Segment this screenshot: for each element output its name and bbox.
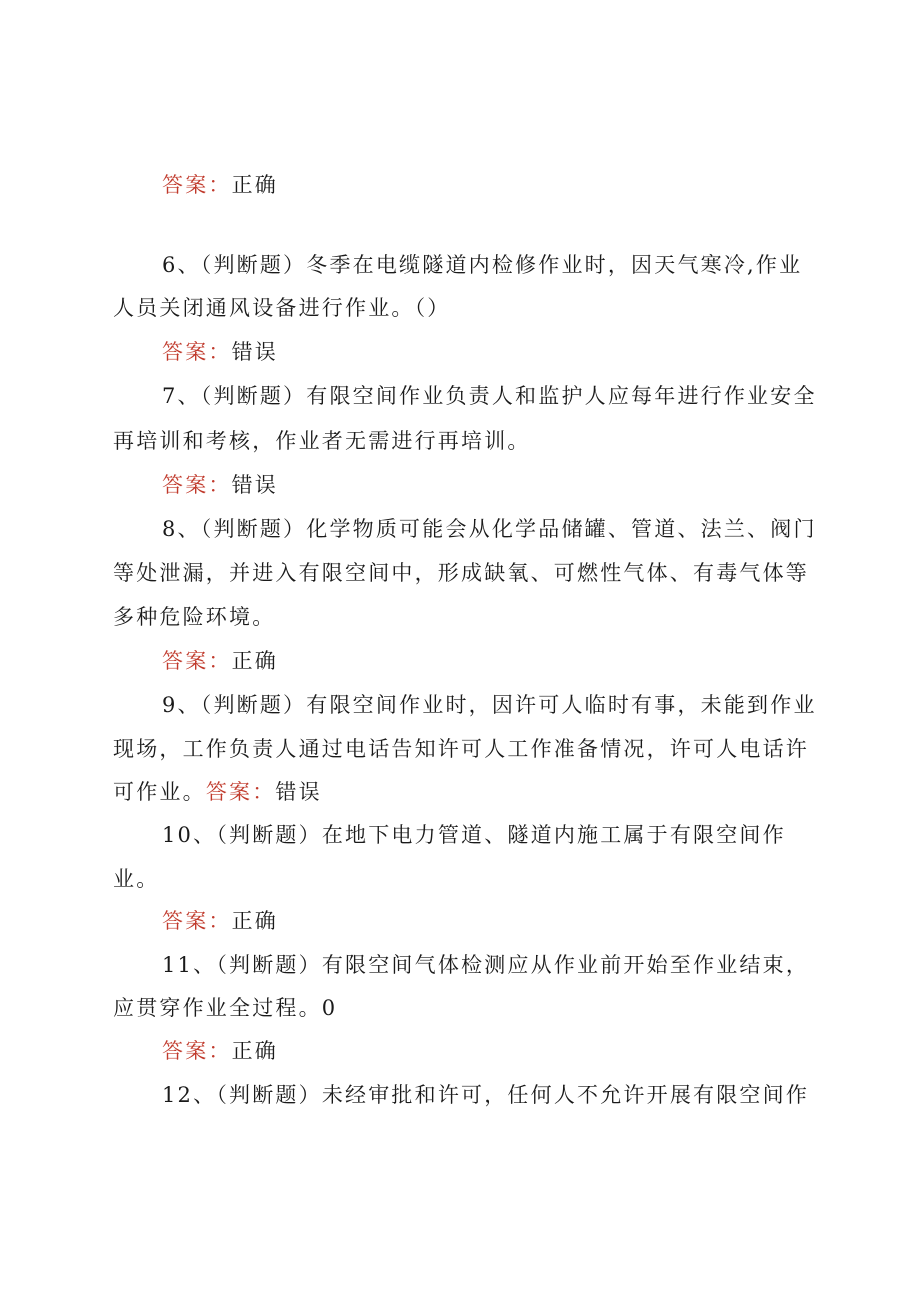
answer-value: 错误 [275,780,322,804]
question-6-line-1: 6、（判断题）冬季在电缆隧道内检修作业时，因天气寒冷,作业 [162,253,803,277]
question-9-line-3 [113,777,833,807]
answer-label: 答案： [162,649,232,673]
question-8-line-3: 多种危险环境。 [113,605,276,629]
answer-value: 错误 [231,340,279,364]
question-10-line-2: 业。 [113,867,160,891]
question-6-line-2: 人员关闭通风设备进行作业。（） [113,296,451,320]
question-11-line-1: 11、（判断题）有限空间气体检测应从作业前开始至作业结束， [162,953,810,977]
answer-label: 答案： [162,473,232,497]
question-9-line-2: 现场，工作负责人通过电话告知许可人工作准备情况，许可人电话许 [113,737,809,761]
answer-value: 错误 [231,473,279,497]
answer-line [162,470,882,500]
answer-value: 正确 [231,909,279,933]
question-8-line-2: 等处泄漏，并进入有限空间中，形成缺氧、可燃性气体、有毒气体等 [113,561,809,585]
answer-label: 答案： [162,1039,232,1063]
question-8-line-1: 8、（判断题）化学物质可能会从化学品储罐、管道、法兰、阀门 [162,517,817,541]
answer-label: 答案： [162,340,232,364]
answer-line [162,170,882,200]
question-12-line-1: 12、（判断题）未经审批和许可，任何人不允许开展有限空间作 [162,1083,810,1107]
answer-value: 正确 [231,649,279,673]
answer-label: 答案： [162,173,232,197]
answer-label: 答案： [162,909,232,933]
answer-label: 答案： [205,780,276,804]
question-10-line-1: 10、（判断题）在地下电力管道、隧道内施工属于有限空间作 [162,823,786,847]
answer-line [162,906,882,936]
answer-line [162,337,882,367]
question-9-line-3-text: 可作业。 [113,780,206,804]
answer-line [162,1036,882,1066]
answer-value: 正确 [231,1039,279,1063]
question-9-line-1: 9、（判断题）有限空间作业时，因许可人临时有事，未能到作业 [162,693,817,717]
answer-line [162,646,882,676]
question-7-line-1: 7、（判断题）有限空间作业负责人和监护人应每年进行作业安全 [162,384,817,408]
question-7-line-2: 再培训和考核，作业者无需进行再培训。 [113,429,531,453]
answer-value: 正确 [231,173,279,197]
question-11-line-2: 应贯穿作业全过程。0 [113,996,338,1020]
